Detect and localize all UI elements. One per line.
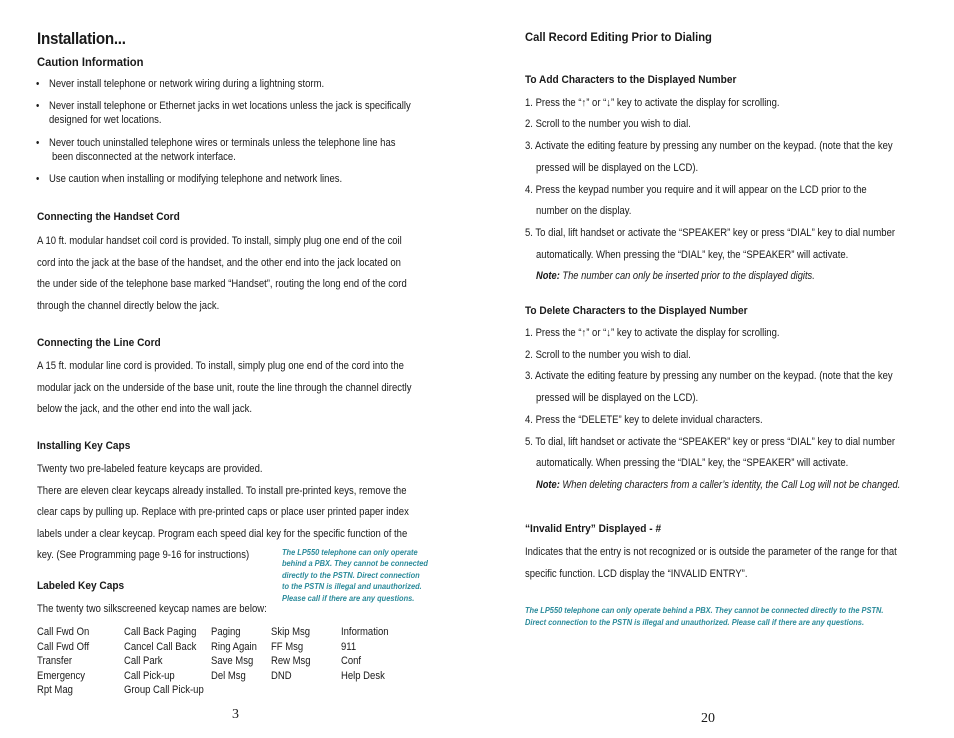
left-page-number: 3: [232, 707, 239, 722]
keycap-name: Rpt Mag: [37, 684, 73, 697]
keycap-name: Group Call Pick-up: [124, 684, 204, 697]
keycap-name: Transfer: [37, 655, 73, 668]
keycap-column: [211, 625, 257, 683]
bullet-marker: •: [36, 78, 40, 90]
keycap-name: Call Pick-up: [124, 669, 175, 682]
keycap-name: Information: [341, 626, 389, 638]
step-line: 3. Activate the editing feature by pressing any number on the keypad. (note that the key: [525, 370, 893, 382]
keycap-name: Call Park: [124, 655, 163, 668]
keycap-name: Del Msg: [211, 669, 246, 682]
keycap-column: [124, 625, 204, 698]
keycap-name: Skip Msg: [271, 626, 311, 638]
step-line: 5. To dial, lift handset or activate the “SPEAKER” key or press “DIAL” key to dial number: [525, 227, 896, 239]
keycap-name: Emergency: [37, 669, 86, 682]
handset-heading: Connecting the Handset Cord: [37, 211, 180, 223]
step-line: 1. Press the “↑” or “↓” key to activate the display for scrolling.: [525, 327, 780, 339]
keycap-column: [341, 625, 389, 683]
keycaps-heading: Installing Key Caps: [37, 440, 131, 452]
bullet-marker: •: [36, 100, 40, 112]
keycap-column: [271, 625, 311, 683]
step-line: 2. Scroll to the number you wish to dial.: [525, 349, 691, 361]
step-line: automatically. When pressing the “DIAL” key, the “SPEAKER” will activate.: [536, 457, 849, 469]
caution-bullet-text: Never install telephone or network wiring during a lightning storm.: [49, 78, 325, 90]
invalid-entry-line: specific function. LCD display the “INVALID ENTRY”.: [525, 568, 748, 580]
labeled-keycaps-heading: Labeled Key Caps: [37, 580, 125, 592]
step-line: 3. Activate the editing feature by pressing any number on the keypad. (note that the key: [525, 140, 893, 152]
caution-heading: Caution Information: [37, 55, 144, 69]
pbx-warning-line: Direct connection to the PSTN is illegal and unauthorized. Please call if there are any questions.: [525, 618, 865, 627]
bullet-marker: •: [36, 137, 40, 149]
line-cord-paragraph-line: A 15 ft. modular line cord is provided. To install, simply plug one end of the cord into the: [37, 360, 404, 372]
line-cord-paragraph-line: modular jack on the underside of the base unit, route the line through the channel directly: [37, 382, 412, 394]
keycap-name: Save Msg: [211, 655, 254, 668]
pbx-warning-line: behind a PBX. They cannot be connected: [282, 559, 428, 568]
right-page-title: Call Record Editing Prior to Dialing: [525, 30, 712, 44]
handset-paragraph-line: A 10 ft. modular handset coil cord is provided. To install, simply plug one end of the coil: [37, 235, 402, 247]
keycap-name: Help Desk: [341, 669, 385, 682]
left-page-title: Installation...: [37, 30, 126, 48]
step-line: 5. To dial, lift handset or activate the “SPEAKER” key or press “DIAL” key to dial number: [525, 436, 896, 448]
caution-bullet-text: been disconnected at the network interface.: [52, 151, 236, 163]
step-line: pressed will be displayed on the LCD).: [536, 162, 699, 174]
bullet-marker: •: [36, 173, 40, 185]
keycap-column: [37, 625, 89, 698]
labeled-keycaps-intro: The twenty two silkscreened keycap names are below:: [37, 603, 267, 615]
keycap-name: Call Fwd On: [37, 626, 90, 638]
handset-paragraph-line: cord into the jack at the base of the handset, and the other end into the jack located on: [37, 257, 401, 269]
delete-note: [536, 479, 900, 491]
pbx-warning-line: The LP550 telephone can only operate behind a PBX. They cannot be connected directly to the PSTN.: [525, 606, 884, 615]
keycap-name: FF Msg: [271, 640, 304, 653]
line-cord-heading: Connecting the Line Cord: [37, 337, 161, 349]
step-line: number on the display.: [536, 205, 632, 217]
keycap-name: Cancel Call Back: [124, 640, 197, 653]
keycap-name: Rew Msg: [271, 655, 311, 668]
delete-characters-heading: To Delete Characters to the Displayed Number: [525, 305, 748, 317]
right-page-number: 20: [701, 711, 715, 726]
add-note: [536, 270, 815, 282]
keycap-name: Conf: [341, 655, 362, 668]
keycaps-paragraph-line: clear caps by pulling up. Replace with pre-printed caps or place user printed paper index: [37, 506, 409, 518]
caution-bullet-text: Never install telephone or Ethernet jacks in wet locations unless the jack is specifically: [49, 100, 411, 112]
note-label: Note:: [536, 479, 560, 491]
caution-bullet-text: designed for wet locations.: [49, 114, 162, 126]
pbx-warning-line: The LP550 telephone can only operate: [282, 548, 418, 557]
keycap-name: Call Fwd Off: [37, 640, 90, 653]
keycaps-paragraph-line: key. (See Programming page 9-16 for instructions): [37, 549, 250, 561]
note-text: When deleting characters from a caller’s identity, the Call Log will not be changed.: [562, 479, 901, 491]
keycap-name: Paging: [211, 626, 241, 638]
keycap-name: DND: [271, 669, 292, 682]
caution-bullet-text: Use caution when installing or modifying telephone and network lines.: [49, 173, 343, 185]
handset-paragraph-line: through the channel directly below the jack.: [37, 300, 220, 312]
keycaps-paragraph-line: labels under a clear keycap. Program each speed dial key for the specific function of the: [37, 528, 408, 540]
pbx-warning-line: to the PSTN is illegal and unauthorized.: [282, 582, 422, 591]
keycaps-paragraph-line: Twenty two pre-labeled feature keycaps are provided.: [37, 463, 263, 475]
add-characters-heading: To Add Characters to the Displayed Number: [525, 74, 737, 86]
handset-paragraph-line: the under side of the telephone base marked “Handset”, routing the long end of the cord: [37, 278, 407, 290]
pbx-warning-line: Please call if there are any questions.: [282, 594, 415, 603]
caution-bullet-text: Never touch uninstalled telephone wires or terminals unless the telephone line has: [49, 137, 396, 149]
line-cord-paragraph-line: below the jack, and the other end into the wall jack.: [37, 403, 252, 415]
step-line: pressed will be displayed on the LCD).: [536, 392, 699, 404]
keycap-name: Ring Again: [211, 640, 257, 653]
step-line: automatically. When pressing the “DIAL” key, the “SPEAKER” will activate.: [536, 249, 849, 261]
note-label: Note:: [536, 270, 560, 282]
invalid-entry-line: Indicates that the entry is not recognized or is outside the parameter of the range for that: [525, 546, 897, 558]
step-line: 1. Press the “↑” or “↓” key to activate the display for scrolling.: [525, 97, 780, 109]
keycaps-paragraph-line: There are eleven clear keycaps already installed. To install pre-printed keys, remove the: [37, 485, 407, 497]
pbx-warning-line: directly to the PSTN. Direct connection: [282, 571, 420, 580]
note-text: The number can only be inserted prior to the displayed digits.: [562, 270, 815, 282]
step-line: 4. Press the “DELETE” key to delete invidual characters.: [525, 414, 763, 426]
keycap-name: Call Back Paging: [124, 626, 197, 638]
step-line: 2. Scroll to the number you wish to dial.: [525, 118, 691, 130]
step-line: 4. Press the keypad number you require and it will appear on the LCD prior to the: [525, 184, 867, 196]
invalid-entry-heading: “Invalid Entry” Displayed - #: [525, 523, 662, 535]
keycap-name: 911: [341, 640, 357, 653]
